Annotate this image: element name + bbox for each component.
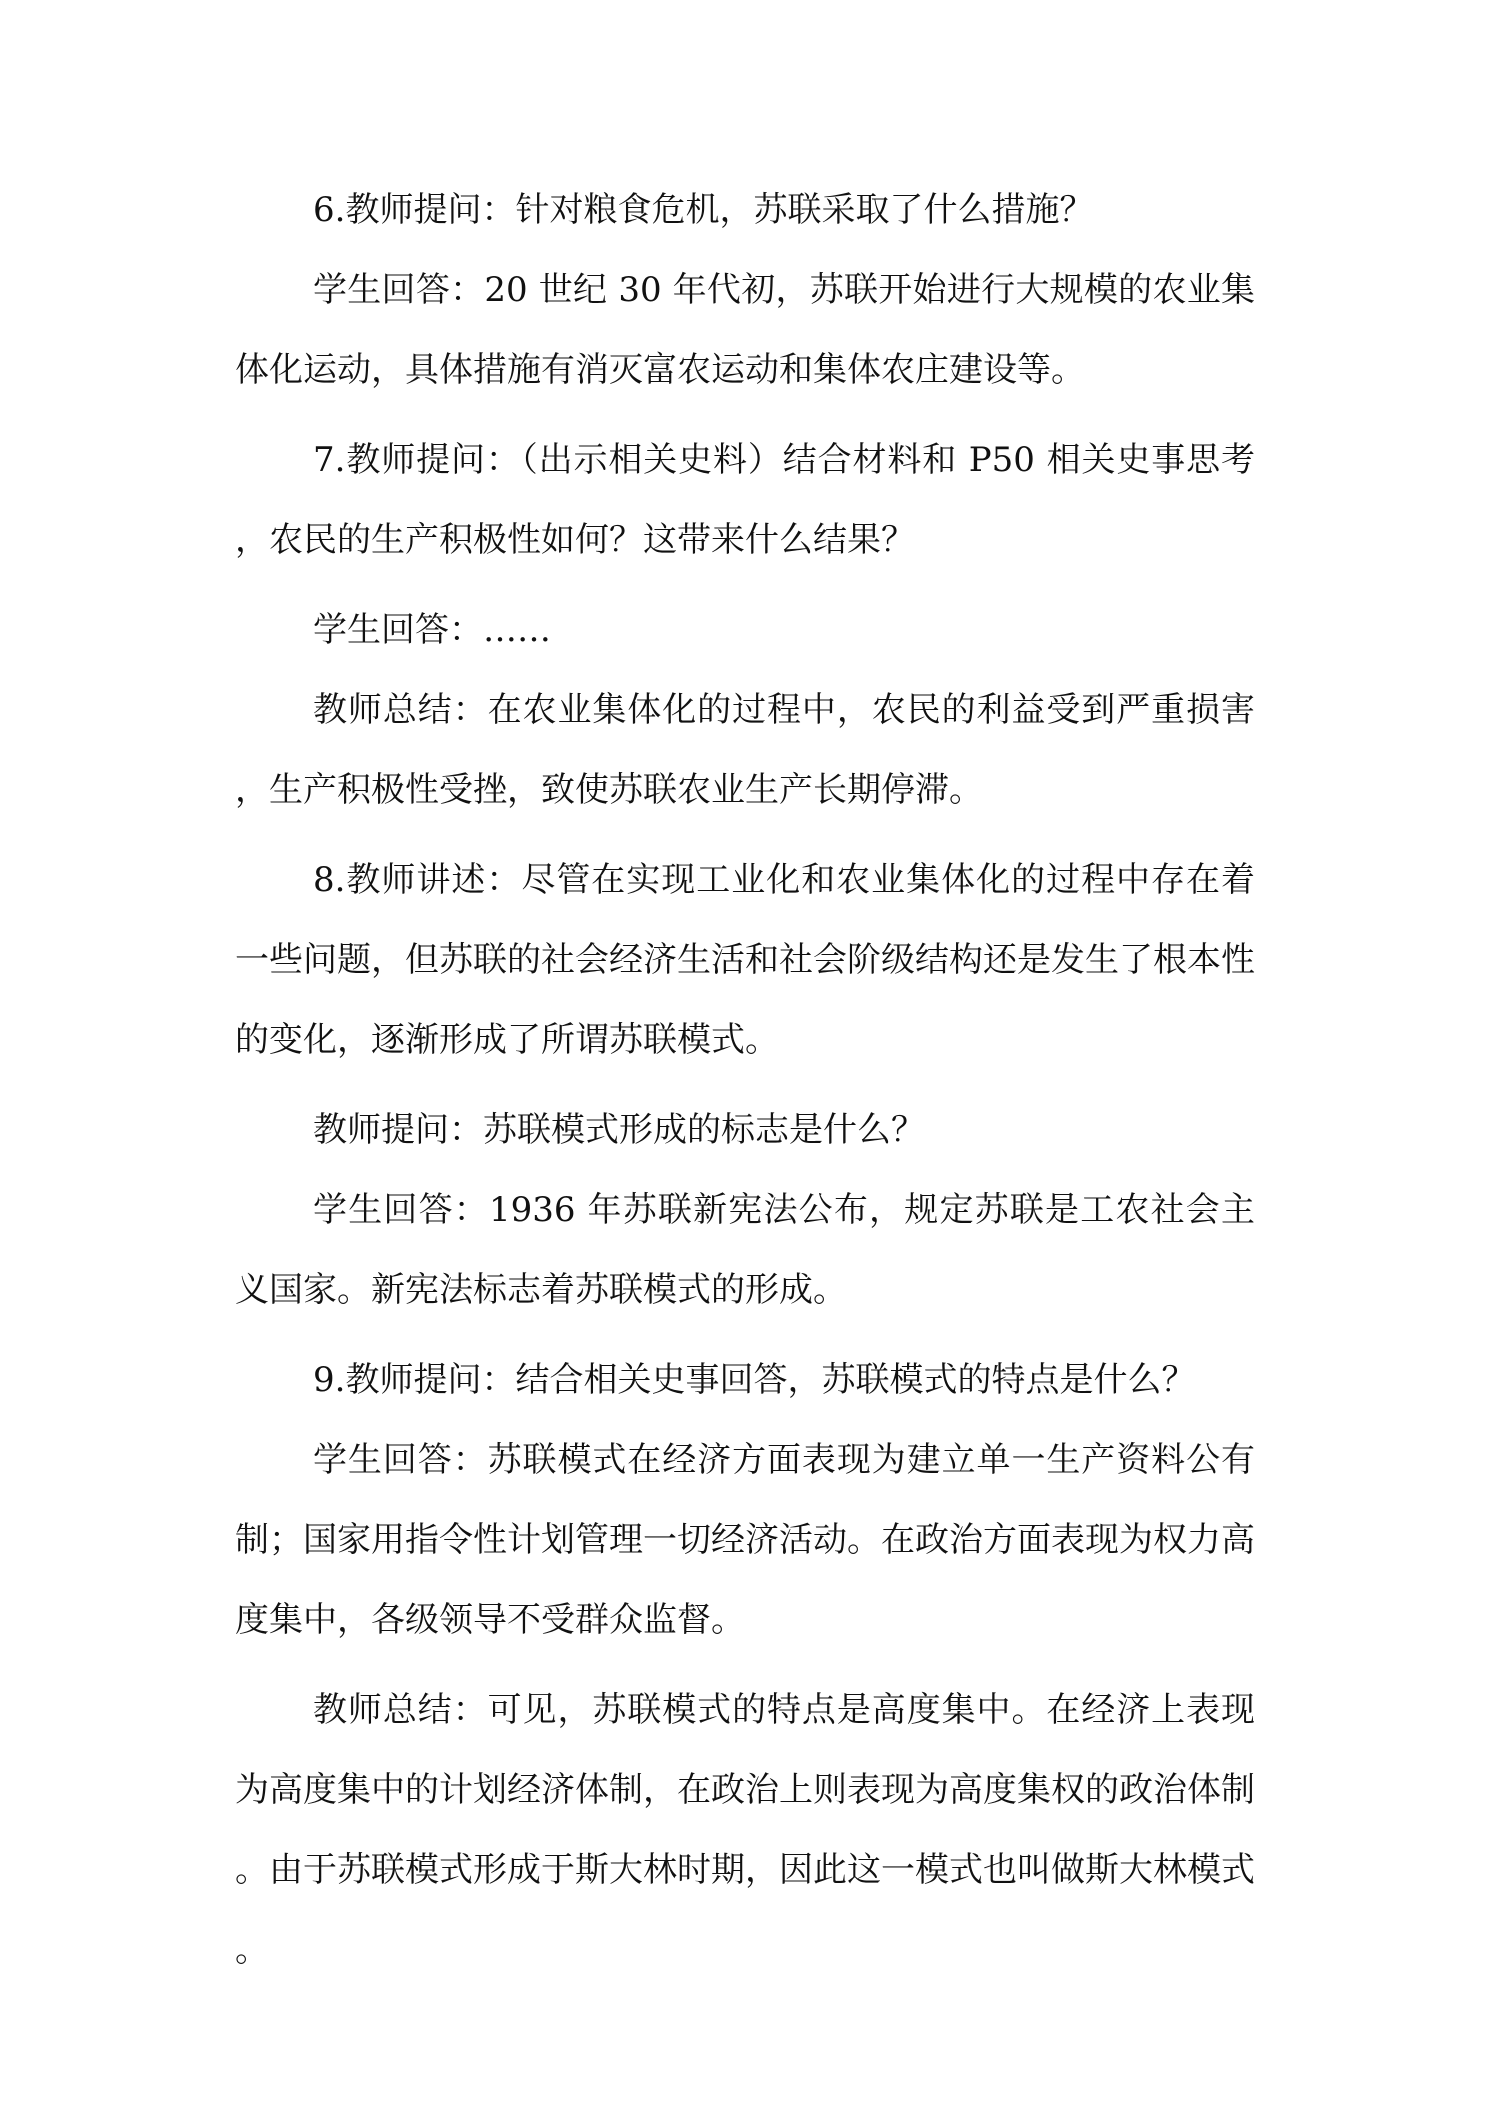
paragraph-a6: 学生回答：20 世纪 30 年代初，苏联开始进行大规模的农业集体化运动，具体措施有消灭富农运动和集体农庄建设等。	[235, 270, 1255, 390]
paragraph-narration8: 8.教师讲述：尽管在实现工业化和农业集体化的过程中存在着一些问题，但苏联的社会经济生活和社会阶级结构还是发生了根本性的变化，逐渐形成了所谓苏联模式。	[235, 860, 1255, 1060]
document-body	[235, 170, 1255, 2000]
paragraph-a7: 学生回答：……	[313, 610, 551, 650]
paragraph-a8: 学生回答：1936 年苏联新宪法公布，规定苏联是工农社会主义国家。新宪法标志着苏联模式的形成。	[235, 1190, 1255, 1310]
paragraph-summary9: 教师总结：可见，苏联模式的特点是高度集中。在经济上表现为高度集中的计划经济体制，在政治上则表现为高度集权的政治体制。由于苏联模式形成于斯大林时期，因此这一模式也叫做斯大林模式。	[235, 1690, 1255, 1970]
paragraph-q8: 教师提问：苏联模式形成的标志是什么？	[313, 1110, 925, 1150]
paragraph-q6: 6.教师提问：针对粮食危机，苏联采取了什么措施？	[313, 190, 1094, 230]
paragraph-a9: 学生回答：苏联模式在经济方面表现为建立单一生产资料公有制；国家用指令性计划管理一切经济活动。在政治方面表现为权力高度集中，各级领导不受群众监督。	[235, 1440, 1255, 1640]
paragraph-q9: 9.教师提问：结合相关史事回答，苏联模式的特点是什么？	[313, 1360, 1196, 1400]
paragraph-q7: 7.教师提问：（出示相关史料）结合材料和 P50 相关史事思考，农民的生产积极性如何？这带来什么结果？	[235, 440, 1255, 560]
paragraph-summary7: 教师总结：在农业集体化的过程中，农民的利益受到严重损害，生产积极性受挫，致使苏联农业生产长期停滞。	[235, 690, 1255, 810]
